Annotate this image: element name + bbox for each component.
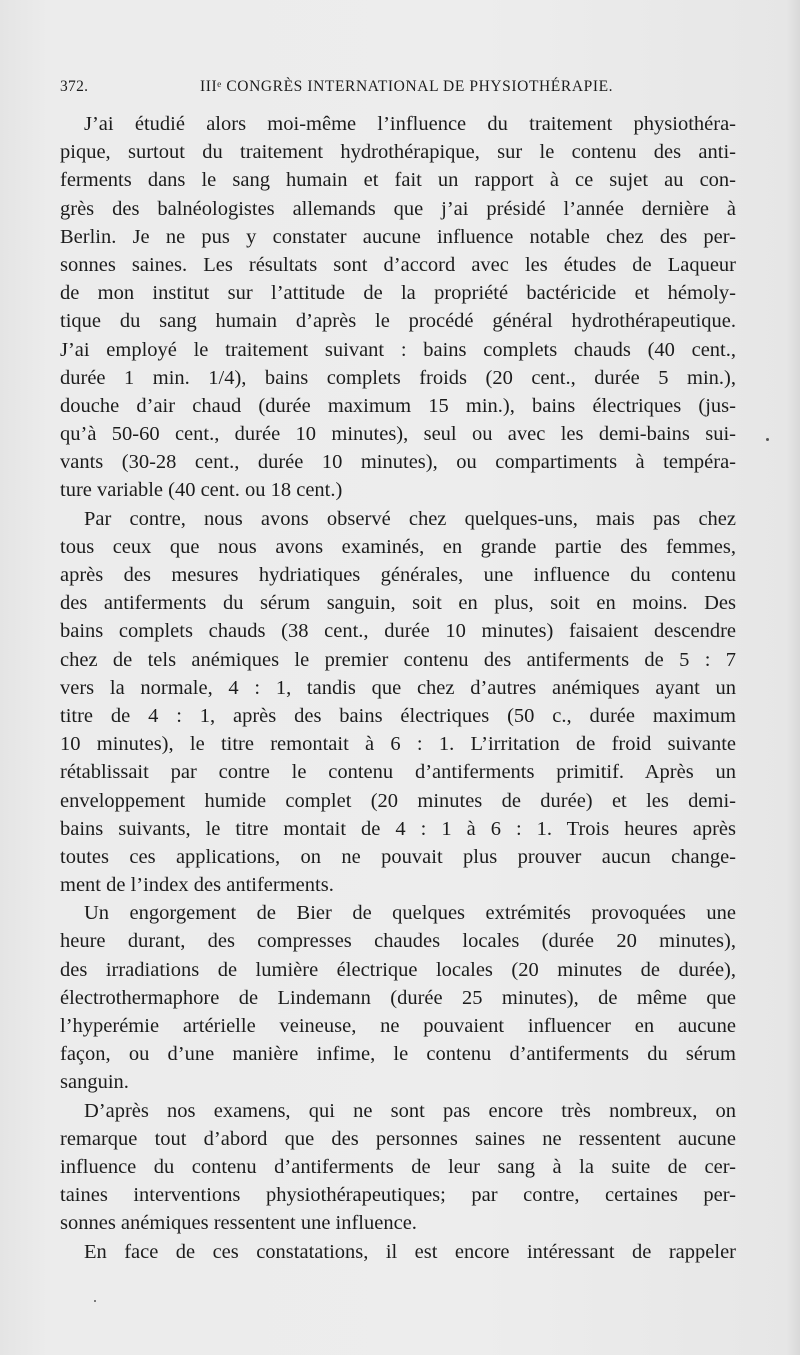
text-line: remarque tout d’abord que des personnes saines ne ressentent aucune — [60, 1127, 736, 1150]
text-line: taines interventions physiothérapeutiques; par contre, certaines per- — [60, 1184, 736, 1207]
text-line: Berlin. Je ne pus y constater aucune influence notable chez des per- — [60, 225, 736, 248]
text-line: grès des balnéologistes allemands que j’ai présidé l’année dernière à — [60, 197, 736, 220]
paragraph-3 — [60, 899, 736, 1096]
text-line: électrothermaphore de Lindemann (durée 25 minutes), de même que — [60, 986, 736, 1009]
text-line: durée 1 min. 1/4), bains complets froids (20 cent., durée 5 min.), — [60, 366, 736, 389]
text-line: Par contre, nous avons observé chez quelques-uns, mais pas chez — [84, 507, 736, 530]
text-line: douche d’air chaud (durée maximum 15 min.), bains électriques (jus- — [60, 394, 736, 417]
paragraph-2 — [60, 505, 736, 900]
text-line: bains suivants, le titre montait de 4 : 1 à 6 : 1. Trois heures après — [60, 817, 736, 840]
paper-speck — [94, 1300, 96, 1302]
text-line: pique, surtout du traitement hydrothérapique, sur le contenu des anti- — [60, 141, 736, 164]
paragraph-4 — [60, 1097, 736, 1238]
paper-speck — [766, 438, 769, 441]
text-line: des irradiations de lumière électrique locales (20 minutes de durée), — [60, 958, 736, 981]
paragraph-1 — [60, 110, 736, 505]
page-number: 372. — [60, 78, 89, 95]
page-edge-shadow — [786, 0, 800, 1355]
text-line: de mon institut sur l’attitude de la propriété bactéricide et hémoly- — [60, 282, 736, 305]
text-line: sanguin. — [60, 1071, 129, 1094]
text-line: influence du contenu d’antiferments de leur sang à la suite de cer- — [60, 1155, 736, 1178]
text-line: après des mesures hydriatiques générales, une influence du contenu — [60, 564, 736, 586]
text-line: J’ai employé le traitement suivant : bains complets chauds (40 cent., — [60, 338, 736, 361]
text-line: façon, ou d’une manière infime, le contenu d’antiferments du sérum — [60, 1043, 736, 1066]
text-line: sonnes saines. Les résultats sont d’accord avec les études de Laqueur — [60, 253, 736, 276]
text-line: tous ceux que nous avons examinés, en grande partie des femmes, — [60, 535, 736, 558]
text-line: rétablissait par contre le contenu d’antiferments primitif. Après un — [60, 761, 736, 784]
text-line: ture variable (40 cent. ou 18 cent.) — [60, 479, 343, 502]
text-line: enveloppement humide complet (20 minutes de durée) et les demi- — [60, 789, 736, 812]
text-line: des antiferments du sérum sanguin, soit en plus, soit en moins. Des — [60, 592, 736, 615]
text-line: titre de 4 : 1, après des bains électriques (50 c., durée maximum — [60, 704, 736, 727]
text-line: tique du sang humain d’après le procédé général hydrothérapeutique. — [60, 310, 736, 333]
text-line: bains complets chauds (38 cent., durée 10 minutes) faisaient descendre — [60, 620, 736, 643]
running-header — [60, 78, 740, 102]
text-line: heure durant, des compresses chaudes locales (durée 20 minutes), — [60, 930, 736, 953]
body-text — [60, 110, 736, 1266]
text-line: ferments dans le sang humain et fait un rapport à ce sujet au con- — [60, 169, 736, 192]
text-line: toutes ces applications, on ne pouvait plus prouver aucun change- — [60, 845, 736, 868]
text-line: chez de tels anémiques le premier contenu des antiferments de 5 : 7 — [60, 648, 736, 671]
text-line: D’après nos examens, qui ne sont pas encore très nombreux, on — [84, 1099, 736, 1122]
header-title: IIIᵉ CONGRÈS INTERNATIONAL DE PHYSIOTHÉRAPIE. — [200, 78, 614, 95]
text-line: J’ai étudié alors moi-même l’influence du traitement physiothéra- — [84, 113, 736, 135]
text-line: l’hyperémie artérielle veineuse, ne pouvaient influencer en aucune — [60, 1015, 736, 1037]
paragraph-5 — [60, 1238, 736, 1266]
text-line: 10 minutes), le titre remontait à 6 : 1. L’irritation de froid suivante — [60, 733, 736, 756]
text-line: vants (30-28 cent., durée 10 minutes), ou compartiments à tempéra- — [60, 451, 736, 474]
text-line: sonnes anémiques ressentent une influence. — [60, 1212, 417, 1235]
text-line: vers la normale, 4 : 1, tandis que chez d’autres anémiques ayant un — [60, 676, 736, 699]
text-line: En face de ces constatations, il est encore intéressant de rappeler — [84, 1240, 736, 1263]
text-line: ment de l’index des antiferments. — [60, 874, 334, 897]
text-line: Un engorgement de Bier de quelques extrémités provoquées une — [84, 902, 736, 925]
text-line: qu’à 50-60 cent., durée 10 minutes), seul ou avec les demi-bains sui- — [60, 423, 736, 446]
